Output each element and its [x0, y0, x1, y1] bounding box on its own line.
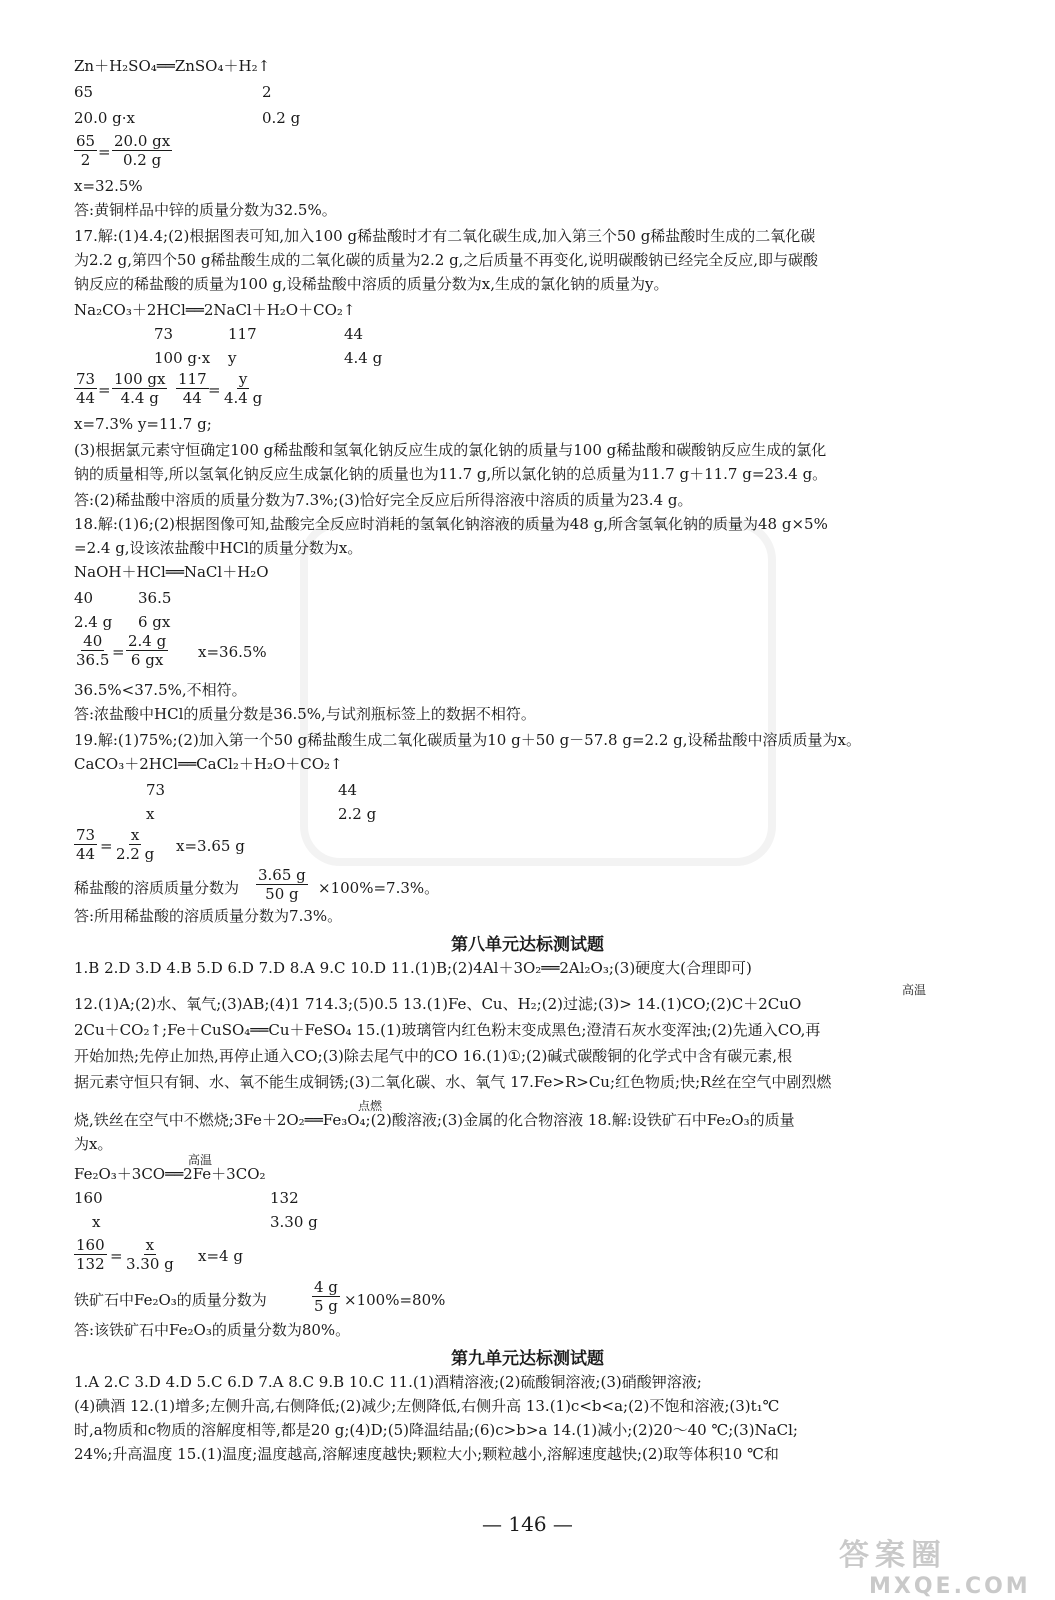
fraction: $\frac{x}{2.2 g}$: [116, 826, 155, 863]
mass-label: 6 gx: [138, 613, 171, 631]
result-text: 铁矿石中Fe₂O₃的质量分数为: [74, 1291, 267, 1309]
reaction-condition: 点燃: [358, 1099, 383, 1113]
fraction: $\frac{73}{44}$: [76, 370, 96, 407]
equals-sign: =: [112, 643, 125, 661]
ratio-label: 2: [262, 83, 272, 101]
ratio-label: 117: [228, 325, 257, 343]
result-line: x=3.65 g: [176, 837, 245, 855]
equation-caco3-hcl: CaCO₃＋2HCl══CaCl₂＋H₂O＋CO₂↑: [74, 755, 343, 773]
result-line: x=36.5%: [198, 643, 267, 661]
unit-8-answers: 1.B 2.D 3.D 4.B 5.D 6.D 7.D 8.A 9.C 10.D 11.(1)B;(2)4Al＋3O₂══2Al₂O₃;(3)硬度大(合理即可): [74, 959, 752, 977]
ratio-label: 160: [74, 1189, 103, 1207]
fraction: $\frac{100 gx}{4.4 g}$: [114, 370, 166, 407]
result-text: ×100%=80%: [344, 1291, 446, 1309]
comparison-line: 36.5%<37.5%,不相符。: [74, 681, 247, 699]
mass-label: y: [228, 349, 237, 367]
question-18-text: 18.解:(1)6;(2)根据图像可知,盐酸完全反应时消耗的氢氧化钠溶液的质量为48 g,所含氢氧化钠的质量为48 g×5%: [74, 515, 828, 533]
mass-label: x: [146, 805, 155, 823]
question-18-text: =2.4 g,设该浓盐酸中HCl的质量分数为x。: [74, 539, 363, 557]
unit-8-heading: 第八单元达标测试题: [451, 935, 604, 955]
fraction: $\frac{2.4 g}{6 gx}$: [128, 632, 167, 669]
equals-sign: =: [110, 1247, 123, 1265]
question-17-text: 为2.2 g,第四个50 g稀盐酸生成的二氧化碳的质量为2.2 g,之后质量不再变化,说明碳酸钠已经完全反应,即与碳酸: [74, 251, 818, 269]
mass-label: 20.0 g·x: [74, 109, 135, 127]
equals-sign: =: [208, 381, 221, 399]
mass-label: 4.4 g: [344, 349, 383, 367]
result-line: x=7.3% y=11.7 g;: [74, 415, 212, 433]
fraction: $\frac{3.65 g}{50 g}$: [258, 866, 306, 903]
unit-8-answers: 据元素守恒只有铜、水、氧不能生成铜锈;(3)二氧化碳、水、氧气 17.Fe>R>Cu;红色物质;快;R丝在空气中剧烈燃: [74, 1073, 832, 1091]
answer-line: 答:该铁矿石中Fe₂O₃的质量分数为80%。: [74, 1321, 351, 1339]
mass-label: 100 g·x: [154, 349, 211, 367]
unit-8-answers: 开始加热;先停止加热,再停止通入CO;(3)除去尾气中的CO 16.(1)①;(2)碱式碳酸铜的化学式中含有碳元素,根: [74, 1047, 793, 1065]
site-watermark-logo: [839, 1530, 1031, 1599]
question-17-text: 17.解:(1)4.4;(2)根据图表可知,加入100 g稀盐酸时才有二氧化碳生成,加入第三个50 g稀盐酸时生成的二氧化碳: [74, 227, 816, 245]
unit-8-answers: 为x。: [74, 1135, 113, 1153]
watermark-text-en: MXQE.COM: [869, 1574, 1031, 1599]
fraction: $\frac{160}{132}$: [76, 1236, 105, 1273]
fraction: $\frac{4 g}{5 g}$: [314, 1278, 338, 1315]
answer-line: 答:黄铜样品中锌的质量分数为32.5%。: [74, 201, 337, 219]
question-17-text: (3)根据氯元素守恒确定100 g稀盐酸和氢氧化钠反应生成的氯化钠的质量与100 g稀盐酸和碳酸钠反应生成的氯化: [74, 441, 827, 459]
unit-8-answers: 2Cu＋CO₂↑;Fe＋CuSO₄══Cu＋FeSO₄ 15.(1)玻璃管内红色粉末变成黑色;澄清石灰水变浑浊;(2)先通入CO,再: [74, 1021, 821, 1039]
mass-label: x: [92, 1213, 101, 1231]
equation-na2co3-hcl: Na₂CO₃＋2HCl══2NaCl＋H₂O＋CO₂↑: [74, 301, 356, 319]
ratio-label: 73: [154, 325, 174, 343]
unit-9-heading: 第九单元达标测试题: [451, 1349, 604, 1369]
equation-zn-h2so4: Zn＋H₂SO₄══ZnSO₄＋H₂↑: [74, 57, 271, 75]
ratio-label: 40: [74, 589, 94, 607]
fraction: $\frac{65}{2}$: [76, 132, 96, 169]
unit-8-answers: 12.(1)A;(2)水、氧气;(3)AB;(4)1 714.3;(5)0.5 13.(1)Fe、Cu、H₂;(2)过滤;(3)> 14.(1)CO;(2)C＋2CuO: [74, 995, 802, 1013]
question-17-text: 钠反应的稀盐酸的质量为100 g,设稀盐酸中溶质的质量分数为x,生成的氯化钠的质量为y。: [74, 275, 669, 293]
ratio-label: 44: [344, 325, 364, 343]
mass-label: 2.4 g: [74, 613, 113, 631]
ratio-label: 65: [74, 83, 94, 101]
result-text: ×100%=7.3%。: [318, 879, 440, 897]
unit-9-answers: 1.A 2.C 3.D 4.D 5.C 6.D 7.A 8.C 9.B 10.C 11.(1)酒精溶液;(2)硫酸铜溶液;(3)硝酸钾溶液;: [74, 1373, 702, 1391]
equals-sign: =: [98, 143, 111, 161]
reaction-condition: 高温: [902, 983, 927, 997]
question-19-text: 19.解:(1)75%;(2)加入第一个50 g稀盐酸生成二氧化碳质量为10 g＋50 g－57.8 g=2.2 g,设稀盐酸中溶质质量为x。: [74, 731, 861, 749]
answer-line: 答:所用稀盐酸的溶质质量分数为7.3%。: [74, 907, 343, 925]
fraction: $\frac{y}{4.4 g}$: [224, 370, 263, 407]
result-line: x=32.5%: [74, 177, 143, 195]
result-line: x=4 g: [198, 1247, 243, 1265]
result-text: 稀盐酸的溶质质量分数为: [74, 879, 240, 897]
watermark-text-cn: 答案圈: [839, 1538, 947, 1573]
fraction: $\frac{20.0 gx}{0.2 g}$: [114, 132, 171, 169]
fraction: $\frac{117}{44}$: [178, 370, 207, 407]
answer-line: 答:(2)稀盐酸中溶质的质量分数为7.3%;(3)恰好完全反应后所得溶液中溶质的质量为23.4 g。: [74, 491, 693, 509]
unit-9-answers: 24%;升高温度 15.(1)温度;温度越高,溶解速度越快;颗粒大小;颗粒越小,溶解速度越快;(2)取等体积10 ℃和: [74, 1445, 779, 1463]
unit-9-answers: (4)碘酒 12.(1)增多;左侧升高,右侧降低;(2)减少;左侧降低,右侧升高 13.(1)c<b<a;(2)不饱和溶液;(3)t₁℃: [74, 1397, 780, 1415]
page-number: — 146 —: [482, 1512, 573, 1536]
fraction: $\frac{40}{36.5}$: [76, 632, 110, 669]
fraction: $\frac{x}{3.30 g}$: [126, 1236, 174, 1273]
question-17-text: 钠的质量相等,所以氢氧化钠反应生成氯化钠的质量也为11.7 g,所以氯化钠的总质量为11.7 g＋11.7 g=23.4 g。: [74, 465, 828, 483]
mass-label: 3.30 g: [270, 1213, 318, 1231]
equals-sign: =: [98, 381, 111, 399]
equals-sign: =: [100, 837, 113, 855]
ratio-label: 132: [270, 1189, 299, 1207]
unit-8-answers: 烧,铁丝在空气中不燃烧;3Fe＋2O₂══Fe₃O₄;(2)酸溶液;(3)金属的化合物溶液 18.解:设铁矿石中Fe₂O₃的质量: [74, 1111, 795, 1129]
equation-naoh-hcl: NaOH＋HCl══NaCl＋H₂O: [74, 563, 269, 581]
mass-label: 2.2 g: [338, 805, 377, 823]
equation-fe2o3-co: Fe₂O₃＋3CO══2Fe＋3CO₂: [74, 1165, 266, 1183]
ratio-label: 44: [338, 781, 358, 799]
mass-label: 0.2 g: [262, 109, 301, 127]
fraction: $\frac{73}{44}$: [76, 826, 96, 863]
ratio-label: 73: [146, 781, 166, 799]
reaction-condition: 高温: [188, 1153, 213, 1167]
ratio-label: 36.5: [138, 589, 172, 607]
unit-9-answers: 时,a物质和c物质的溶解度相等,都是20 g;(4)D;(5)降温结晶;(6)c>b>a 14.(1)减小;(2)20～40 ℃;(3)NaCl;: [74, 1421, 798, 1439]
answer-line: 答:浓盐酸中HCl的质量分数是36.5%,与试剂瓶标签上的数据不相符。: [74, 705, 536, 723]
